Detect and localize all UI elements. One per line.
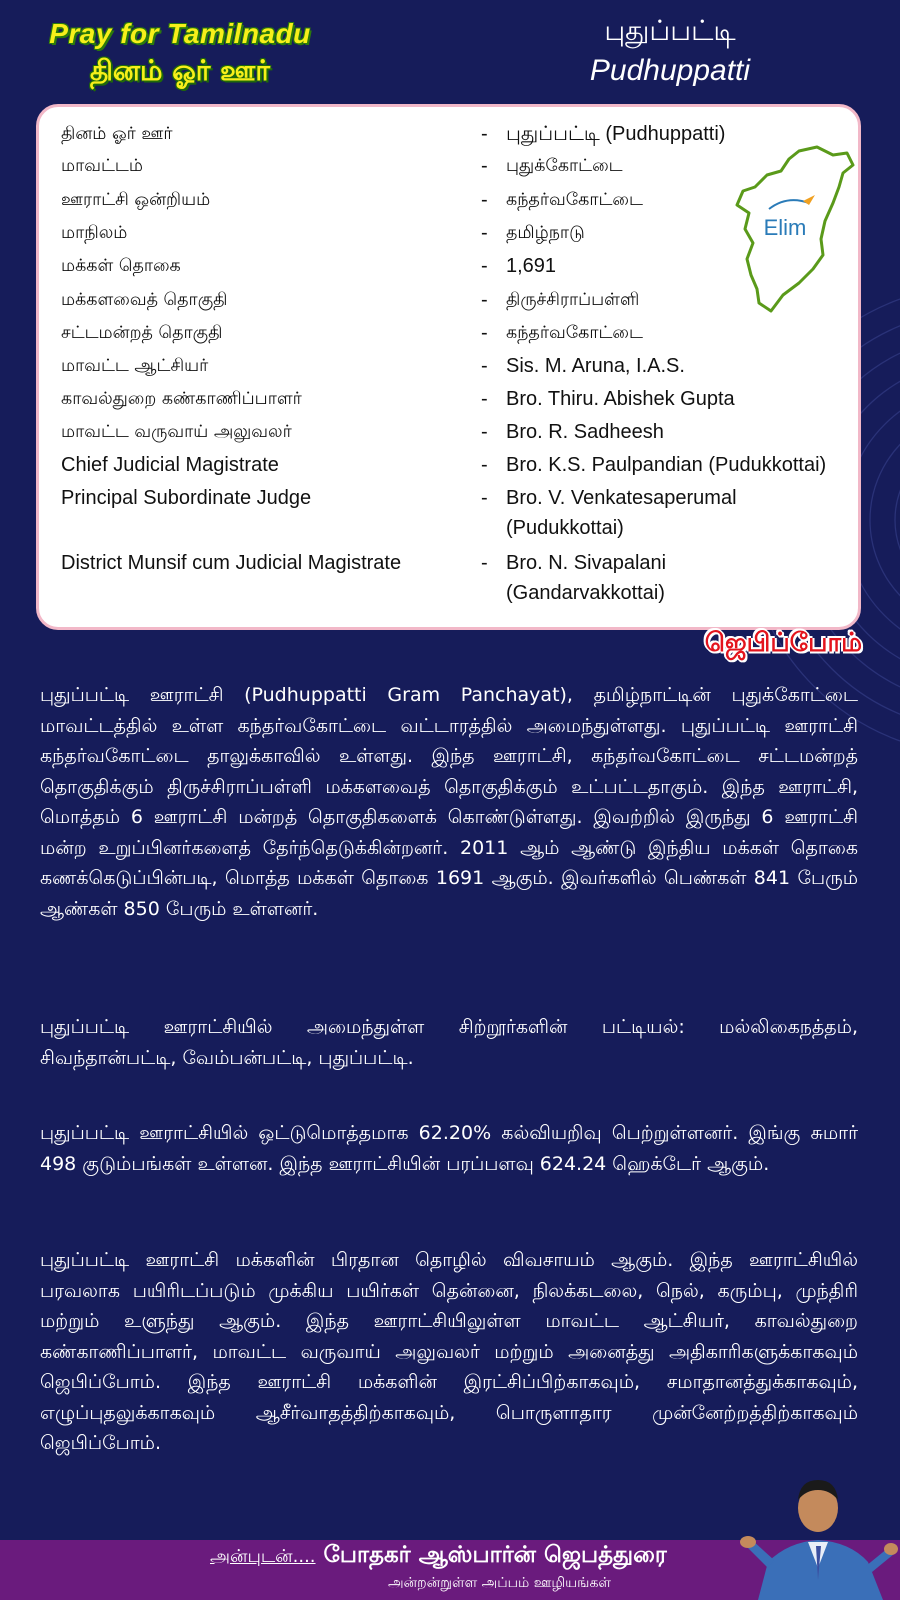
- info-label: District Munsif cum Judicial Magistrate: [61, 552, 402, 574]
- info-label: ஊராட்சி ஒன்றியம்: [61, 190, 211, 210]
- paragraph-prayer: புதுப்பட்டி ஊராட்சி மக்களின் பிரதான தொழில் விவசாயம் ஆகும். இந்த ஊராட்சியில் பரவலாக பயிரிடப்படும் முக்கிய பயிர்கள் தென்னை, நிலக்கடலை, நெல், கரும்பு, முந்திரி மற்றும் உளுந்து ஆகும். இந்த ஊராட்சியிலுள்ள மாவட்ட ஆட்சியர், காவல்துறை கண்காணிப்பாளர், மாவட்ட வருவாய் அலுவலர் மற்றும் அனைத்து அதிகாரிகளுக்காகவும் ஜெபிப்போம். இந்த ஊராட்சி மக்களின் இரட்சிப்பிற்காகவும், சமாதானத்துக்காகவும், எழுப்புதலுக்காகவும் ஆசீர்வாதத்திற்காகவும், பொருளாதார முன்னேற்றத்திற்காகவும் ஜெபிப்போம்.: [40, 1249, 858, 1454]
- info-label: மக்கள் தொகை: [61, 256, 181, 276]
- pastor-photo-icon: [738, 1450, 900, 1600]
- place-name-english: Pudhuppatti: [589, 54, 751, 87]
- info-value: புதுப்பட்டி (Pudhuppatti): [506, 123, 726, 145]
- info-label: மாவட்டம்: [61, 156, 143, 176]
- info-value: புதுக்கோட்டை: [506, 156, 623, 176]
- info-value-continuation: (Gandarvakkottai): [506, 582, 665, 604]
- info-value-continuation: (Pudukkottai): [506, 517, 624, 539]
- info-value: Bro. N. Sivapalani: [506, 552, 667, 574]
- lets-pray-stamp: ஜெபிப்போம்: [704, 628, 862, 658]
- footer-signature: [210, 1542, 710, 1571]
- info-value: Bro. Thiru. Abishek Gupta: [506, 388, 735, 410]
- footer-prefix: அன்புடன்....: [210, 1546, 316, 1567]
- info-label: மக்களவைத் தொகுதி: [61, 290, 228, 310]
- info-dash: -: [481, 123, 488, 145]
- info-dash: -: [481, 255, 488, 277]
- info-value: கந்தர்வகோட்டை: [506, 323, 643, 343]
- info-dash: -: [481, 487, 488, 509]
- info-dash: -: [481, 552, 488, 574]
- info-value: திருச்சிராப்பள்ளி: [506, 290, 640, 310]
- info-value: தமிழ்நாடு: [506, 223, 585, 243]
- info-dash: -: [481, 289, 488, 311]
- paragraph-hamlets: புதுப்பட்டி ஊராட்சியில் அமைந்துள்ள சிற்றூர்களின் பட்டியல்: மல்லிகைநத்தம், சிவந்தான்பட்டி, வேம்பன்பட்டி, புதுப்பட்டி.: [40, 1016, 858, 1069]
- info-label: சட்டமன்றத் தொகுதி: [61, 323, 223, 343]
- info-value: Sis. M. Aruna, I.A.S.: [506, 355, 685, 377]
- info-value: Bro. V. Venkatesaperumal: [506, 487, 737, 509]
- paragraph-literacy: புதுப்பட்டி ஊராட்சியில் ஒட்டுமொத்தமாக 62.20% கல்வியறிவு பெற்றுள்ளனர். இங்கு சுமார் 498 குடும்பங்கள் உள்ளன. இந்த ஊராட்சியின் பரப்பளவு 624.24 ஹெக்டேர் ஆகும்.: [40, 1122, 858, 1175]
- info-dash: -: [481, 322, 488, 344]
- info-dash: -: [481, 388, 488, 410]
- info-value: 1,691: [506, 255, 557, 277]
- info-value: கந்தர்வகோட்டை: [506, 190, 643, 210]
- info-card: [36, 104, 861, 630]
- info-label: மாநிலம்: [61, 223, 128, 243]
- place-name-tamil: புதுப்பட்டி: [604, 14, 736, 47]
- info-label: காவல்துறை கண்காணிப்பாளர்: [61, 389, 302, 409]
- info-dash: -: [481, 189, 488, 211]
- info-dash: -: [481, 421, 488, 443]
- info-label: Principal Subordinate Judge: [61, 487, 312, 509]
- info-dash: -: [481, 222, 488, 244]
- info-dash: -: [481, 454, 488, 476]
- daily-village-title: தினம் ஓர் ஊர்: [89, 54, 271, 87]
- info-label: மாவட்ட வருவாய் அலுவலர்: [61, 422, 292, 442]
- info-label: மாவட்ட ஆட்சியர்: [61, 356, 209, 376]
- footer-subtitle: அன்றன்றுள்ள அப்பம் ஊழியங்கள்: [388, 1575, 612, 1591]
- info-dash: -: [481, 155, 488, 177]
- info-value: Bro. R. Sadheesh: [506, 421, 664, 443]
- info-label: Chief Judicial Magistrate: [61, 454, 279, 476]
- info-dash: -: [481, 355, 488, 377]
- tamilnadu-map-icon: [729, 143, 859, 318]
- pray-for-tamilnadu-title: Pray for Tamilnadu: [49, 18, 311, 49]
- footer-name: போதகர் ஆஸ்பார்ன் ஜெபத்துரை: [323, 1542, 667, 1568]
- paragraph-intro: புதுப்பட்டி ஊராட்சி (Pudhuppatti Gram Panchayat), தமிழ்நாட்டின் புதுக்கோட்டை மாவட்டத்தில் உள்ள கந்தர்வகோட்டை வட்டாரத்தில் அமைந்துள்ளது. புதுப்பட்டி ஊராட்சி கந்தர்வகோட்டை தாலுக்காவில் உள்ளது. இந்த ஊராட்சி, கந்தர்வகோட்டை சட்டமன்றத் தொகுதிக்கும் திருச்சிராப்பள்ளி மக்களவைத் தொகுதிக்கும் உட்பட்டதாகும். இந்த ஊராட்சி, மொத்தம் 6 ஊராட்சி மன்றத் தொகுதிகளைக் கொண்டுள்ளது. இவற்றில் இருந்து 6 ஊராட்சி மன்ற உறுப்பினர்களைத் தேர்ந்தெடுக்கின்றனர். 2011 ஆம் ஆண்டு இந்திய மக்கள் தொகை கணக்கெடுப்பின்படி, மொத்த மக்கள் தொகை 1691 ஆகும். இவர்களில் பெண்கள் 841 பேரும் ஆண்கள் 850 பேரும் உள்ளனர்.: [40, 684, 858, 920]
- info-value: Bro. K.S. Paulpandian (Pudukkottai): [506, 454, 827, 476]
- elim-logo-text: Elim: [763, 215, 807, 240]
- info-label: தினம் ஓர் ஊர்: [61, 124, 173, 144]
